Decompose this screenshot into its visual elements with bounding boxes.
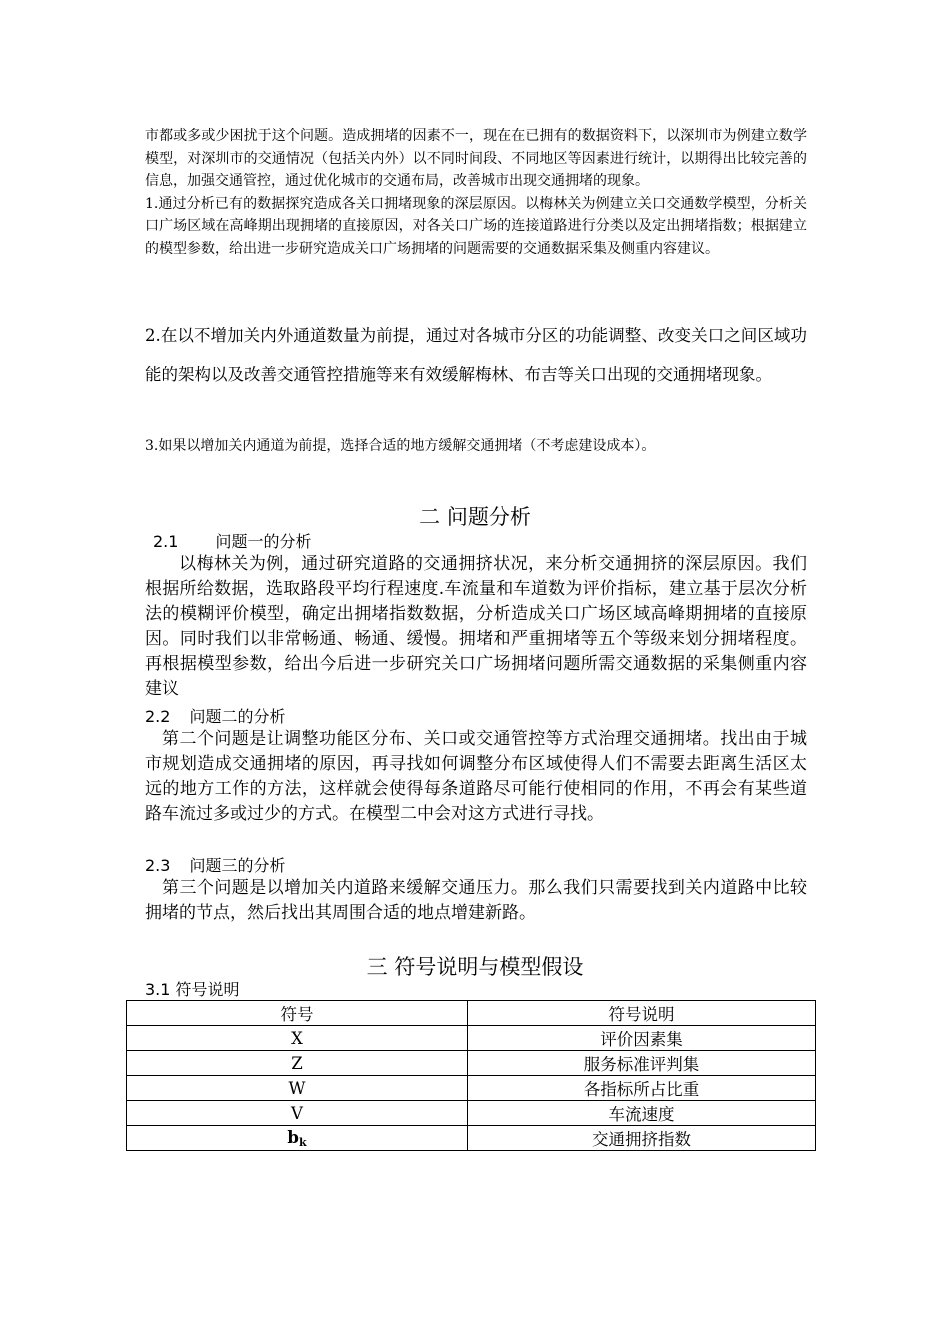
section-3-title: 三 符号说明与模型假设 — [366, 955, 584, 979]
subsection-2-2-heading — [145, 704, 286, 727]
subsection-2-1-body-block — [145, 552, 807, 702]
subsection-2-2-body-block — [145, 727, 807, 827]
table-header-symbol: 符号 — [127, 1001, 468, 1026]
subsection-2-3-heading — [145, 853, 286, 876]
table-header-row — [127, 1001, 816, 1026]
subsection-2-1-heading — [153, 529, 312, 552]
table-row — [127, 1026, 816, 1051]
subsection-2-1-title: 问题一的分析 — [215, 532, 312, 551]
intro-section — [145, 125, 807, 260]
table-row — [127, 1126, 816, 1151]
subsection-2-1-body: 以梅林关为例，通过研究道路的交通拥挤状况，来分析交通拥挤的深层原因。我们根据所给数据，选取路段平均行程速度.车流量和车道数为评价指标，建立基于层次分析法的模糊评价模型，确定出拥堵指数数据，分析造成关口广场区域高峰期拥堵的直接原因。同时我们以非常畅通、畅通、缓慢。拥堵和严重拥堵等五个等级来划分拥堵程度。再根据模型参数，给出今后进一步研究关口广场拥堵问题所需交通数据的采集侧重内容建议 — [145, 554, 807, 699]
table-row — [127, 1076, 816, 1101]
subsection-2-3-body: 第三个问题是以增加关内道路来缓解交通压力。那么我们只需要找到关内道路中比较拥堵的节点，然后找出其周围合适的地点增建新路。 — [145, 878, 807, 923]
table-cell-symbol: V — [127, 1101, 468, 1126]
table-row — [127, 1101, 816, 1126]
subsection-2-3-title: 问题三的分析 — [189, 856, 286, 875]
symbol-b-base: b — [287, 1127, 299, 1147]
table-cell-symbol: W — [127, 1076, 468, 1101]
table-cell-description: 各指标所占比重 — [468, 1076, 816, 1101]
task-item-3-block — [145, 435, 807, 458]
table-cell-symbol: Z — [127, 1051, 468, 1076]
task-item-1: 1.通过分析已有的数据探究造成各关口拥堵现象的深层原因。以梅林关为例建立关口交通数学模型，分析关口广场区域在高峰期出现拥堵的直接原因，对各关口广场的连接道路进行分类以及定出拥堵指数；根据建立的模型参数，给出进一步研究造成关口广场拥堵的问题需要的交通数据采集及侧重内容建议。 — [145, 195, 807, 257]
subsection-2-2-body: 第二个问题是让调整功能区分布、关口或交通管控等方式治理交通拥堵。找出由于城市规划造成交通拥堵的原因，再寻找如何调整分布区域使得人们不需要去距离生活区太远的地方工作的方法，这样就会使得每条道路尽可能行使相同的作用，不再会有某些道路车流过多或过少的方式。在模型二中会对这方式进行寻找。 — [145, 729, 807, 824]
subsection-2-2-number: 2.2 — [145, 707, 171, 726]
task-item-3: 3.如果以增加关内通道为前提，选择合适的地方缓解交通拥堵（不考虑建设成本）。 — [145, 438, 656, 454]
symbol-k-subscript: k — [298, 1135, 307, 1149]
task-item-2-block — [145, 316, 807, 394]
table-cell-description: 评价因素集 — [468, 1026, 816, 1051]
table-cell-symbol — [127, 1126, 468, 1151]
table-row — [127, 1051, 816, 1076]
symbol-table — [126, 1000, 816, 1151]
intro-paragraph: 市都或多或少困扰于这个问题。造成拥堵的因素不一，现在在已拥有的数据资料下，以深圳市为例建立数学模型，对深圳市的交通情况（包括关内外）以不同时间段、不同地区等因素进行统计，以期得出比较完善的信息，加强交通管控，通过优化城市的交通布局，改善城市出现交通拥堵的现象。 — [145, 128, 807, 189]
table-cell-description: 服务标准评判集 — [468, 1051, 816, 1076]
subsection-2-3-number: 2.3 — [145, 856, 171, 875]
section-2-title: 二 问题分析 — [419, 505, 531, 529]
table-cell-description: 交通拥挤指数 — [468, 1126, 816, 1151]
table-header-description: 符号说明 — [468, 1001, 816, 1026]
subsection-2-3-body-block — [145, 876, 807, 926]
table-cell-description: 车流速度 — [468, 1101, 816, 1126]
task-item-2: 2.在以不增加关内外通道数量为前提，通过对各城市分区的功能调整、改变关口之间区域功能的架构以及改善交通管控措施等来有效缓解梅林、布吉等关口出现的交通拥堵现象。 — [145, 326, 807, 384]
subsection-2-2-title: 问题二的分析 — [189, 707, 286, 726]
subsection-3-1-heading: 3.1 符号说明 — [145, 980, 240, 999]
subsection-2-1-number: 2.1 — [153, 532, 179, 551]
table-cell-symbol: X — [127, 1026, 468, 1051]
